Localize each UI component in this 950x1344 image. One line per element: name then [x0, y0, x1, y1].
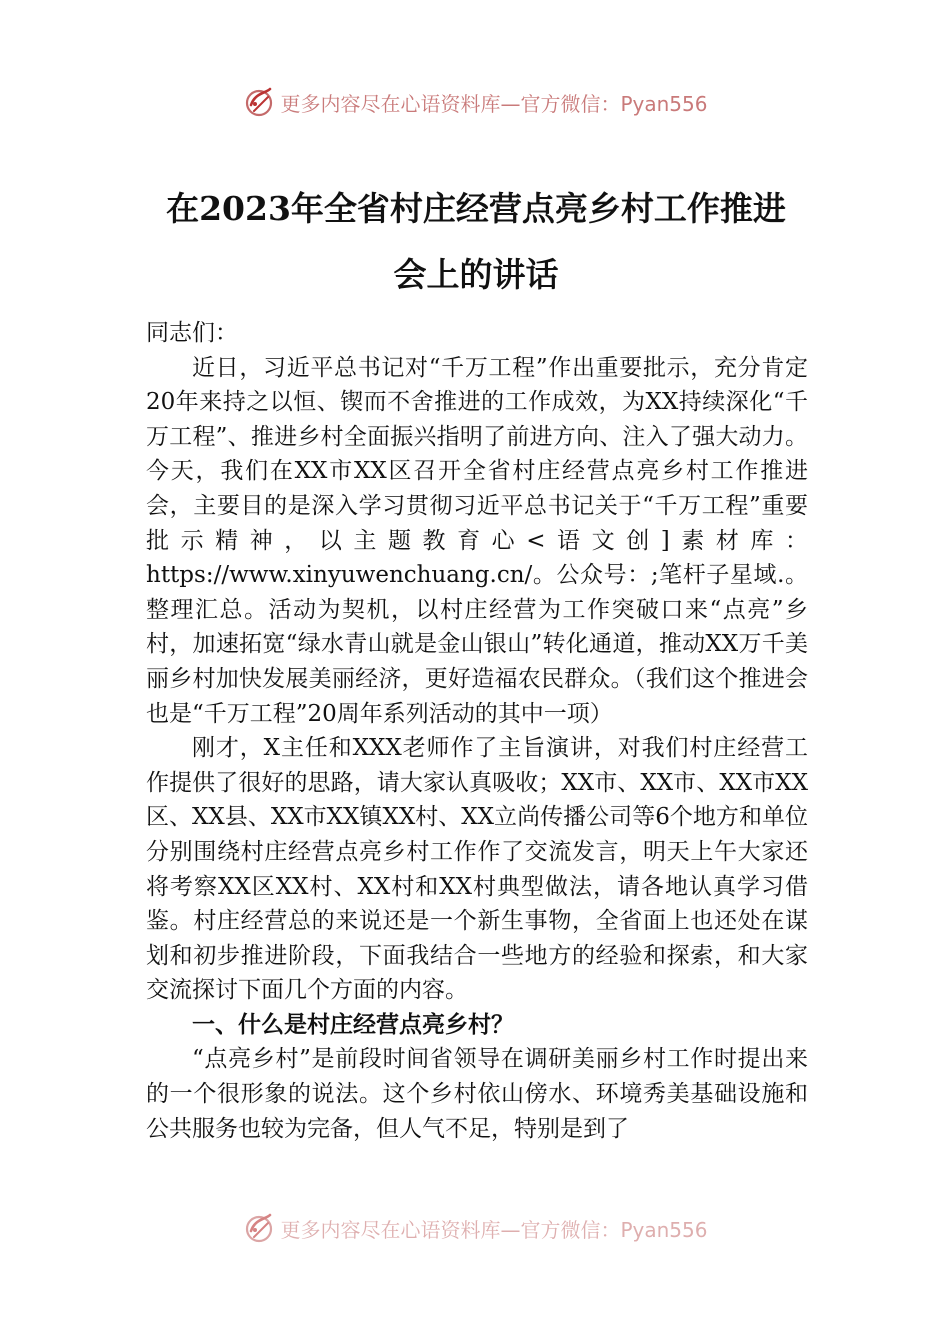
salutation: 同志们： — [146, 320, 238, 346]
document-title — [146, 176, 806, 308]
section-paragraph: “点亮乡村”是前段时间省领导在调研美丽乡村工作时提出来的一个很形象的说法。这个乡村依山傍水、环境秀美基础设施和公共服务也较为完备，但人气不足，特别是到了 — [146, 1046, 808, 1142]
watermark-header — [0, 82, 950, 122]
watermark-text: 更多内容尽在心语资料库—官方微信：Pyan556 — [280, 91, 708, 116]
watermark-footer — [0, 1208, 950, 1248]
watermark-text: 更多内容尽在心语资料库—官方微信：Pyan556 — [280, 1217, 708, 1242]
logo-icon — [242, 85, 276, 119]
paragraph-2: 刚才，X主任和XXX老师作了主旨演讲，对我们村庄经营工作提供了很好的思路，请大家认真吸收；XX市、XX市、XX市XX区、XX县、XX市XX镇XX村、XX立尚传播公司等6个地方和单位分别围绕村庄经营点亮乡村工作作了交流发言，明天上午大家还将考察XX区XX村、XX村和XX村典型做法，请各地认真学习借鉴。村庄经营总的来说还是一个新生事物，全省面上也还处在谋划和初步推进阶段，下面我结合一些地方的经验和探索，和大家交流探讨下面几个方面的内容。 — [146, 735, 808, 1004]
logo-icon — [242, 1211, 276, 1245]
document-body — [146, 316, 808, 1146]
paragraph-1: 近日，习近平总书记对“千万工程”作出重要批示，充分肯定20年来持之以恒、锲而不舍推进的工作成效，为XX持续深化“千万工程”、推进乡村全面振兴指明了前进方向、注入了强大动力。今天，我们在XX市XX区召开全省村庄经营点亮乡村工作推进会，主要目的是深入学习贯彻习近平总书记关于“千万工程”重要批示精神，以主题教育心<语文创]素材库：https://www.xinyuwenchuang.cn/。公众号：;笔杆子星域.。整理汇总。活动为契机，以村庄经营为工作突破口来“点亮”乡村，加速拓宽“绿水青山就是金山银山”转化通道，推动XX万千美丽乡村加快发展美丽经济，更好造福农民群众。（我们这个推进会也是“千万工程”20周年系列活动的其中一项） — [146, 354, 808, 727]
section-heading: 一、什么是村庄经营点亮乡村？ — [192, 1011, 514, 1038]
title-line-2: 会上的讲话 — [393, 255, 559, 294]
title-line-1: 在2023年全省村庄经营点亮乡村工作推进 — [166, 189, 786, 228]
